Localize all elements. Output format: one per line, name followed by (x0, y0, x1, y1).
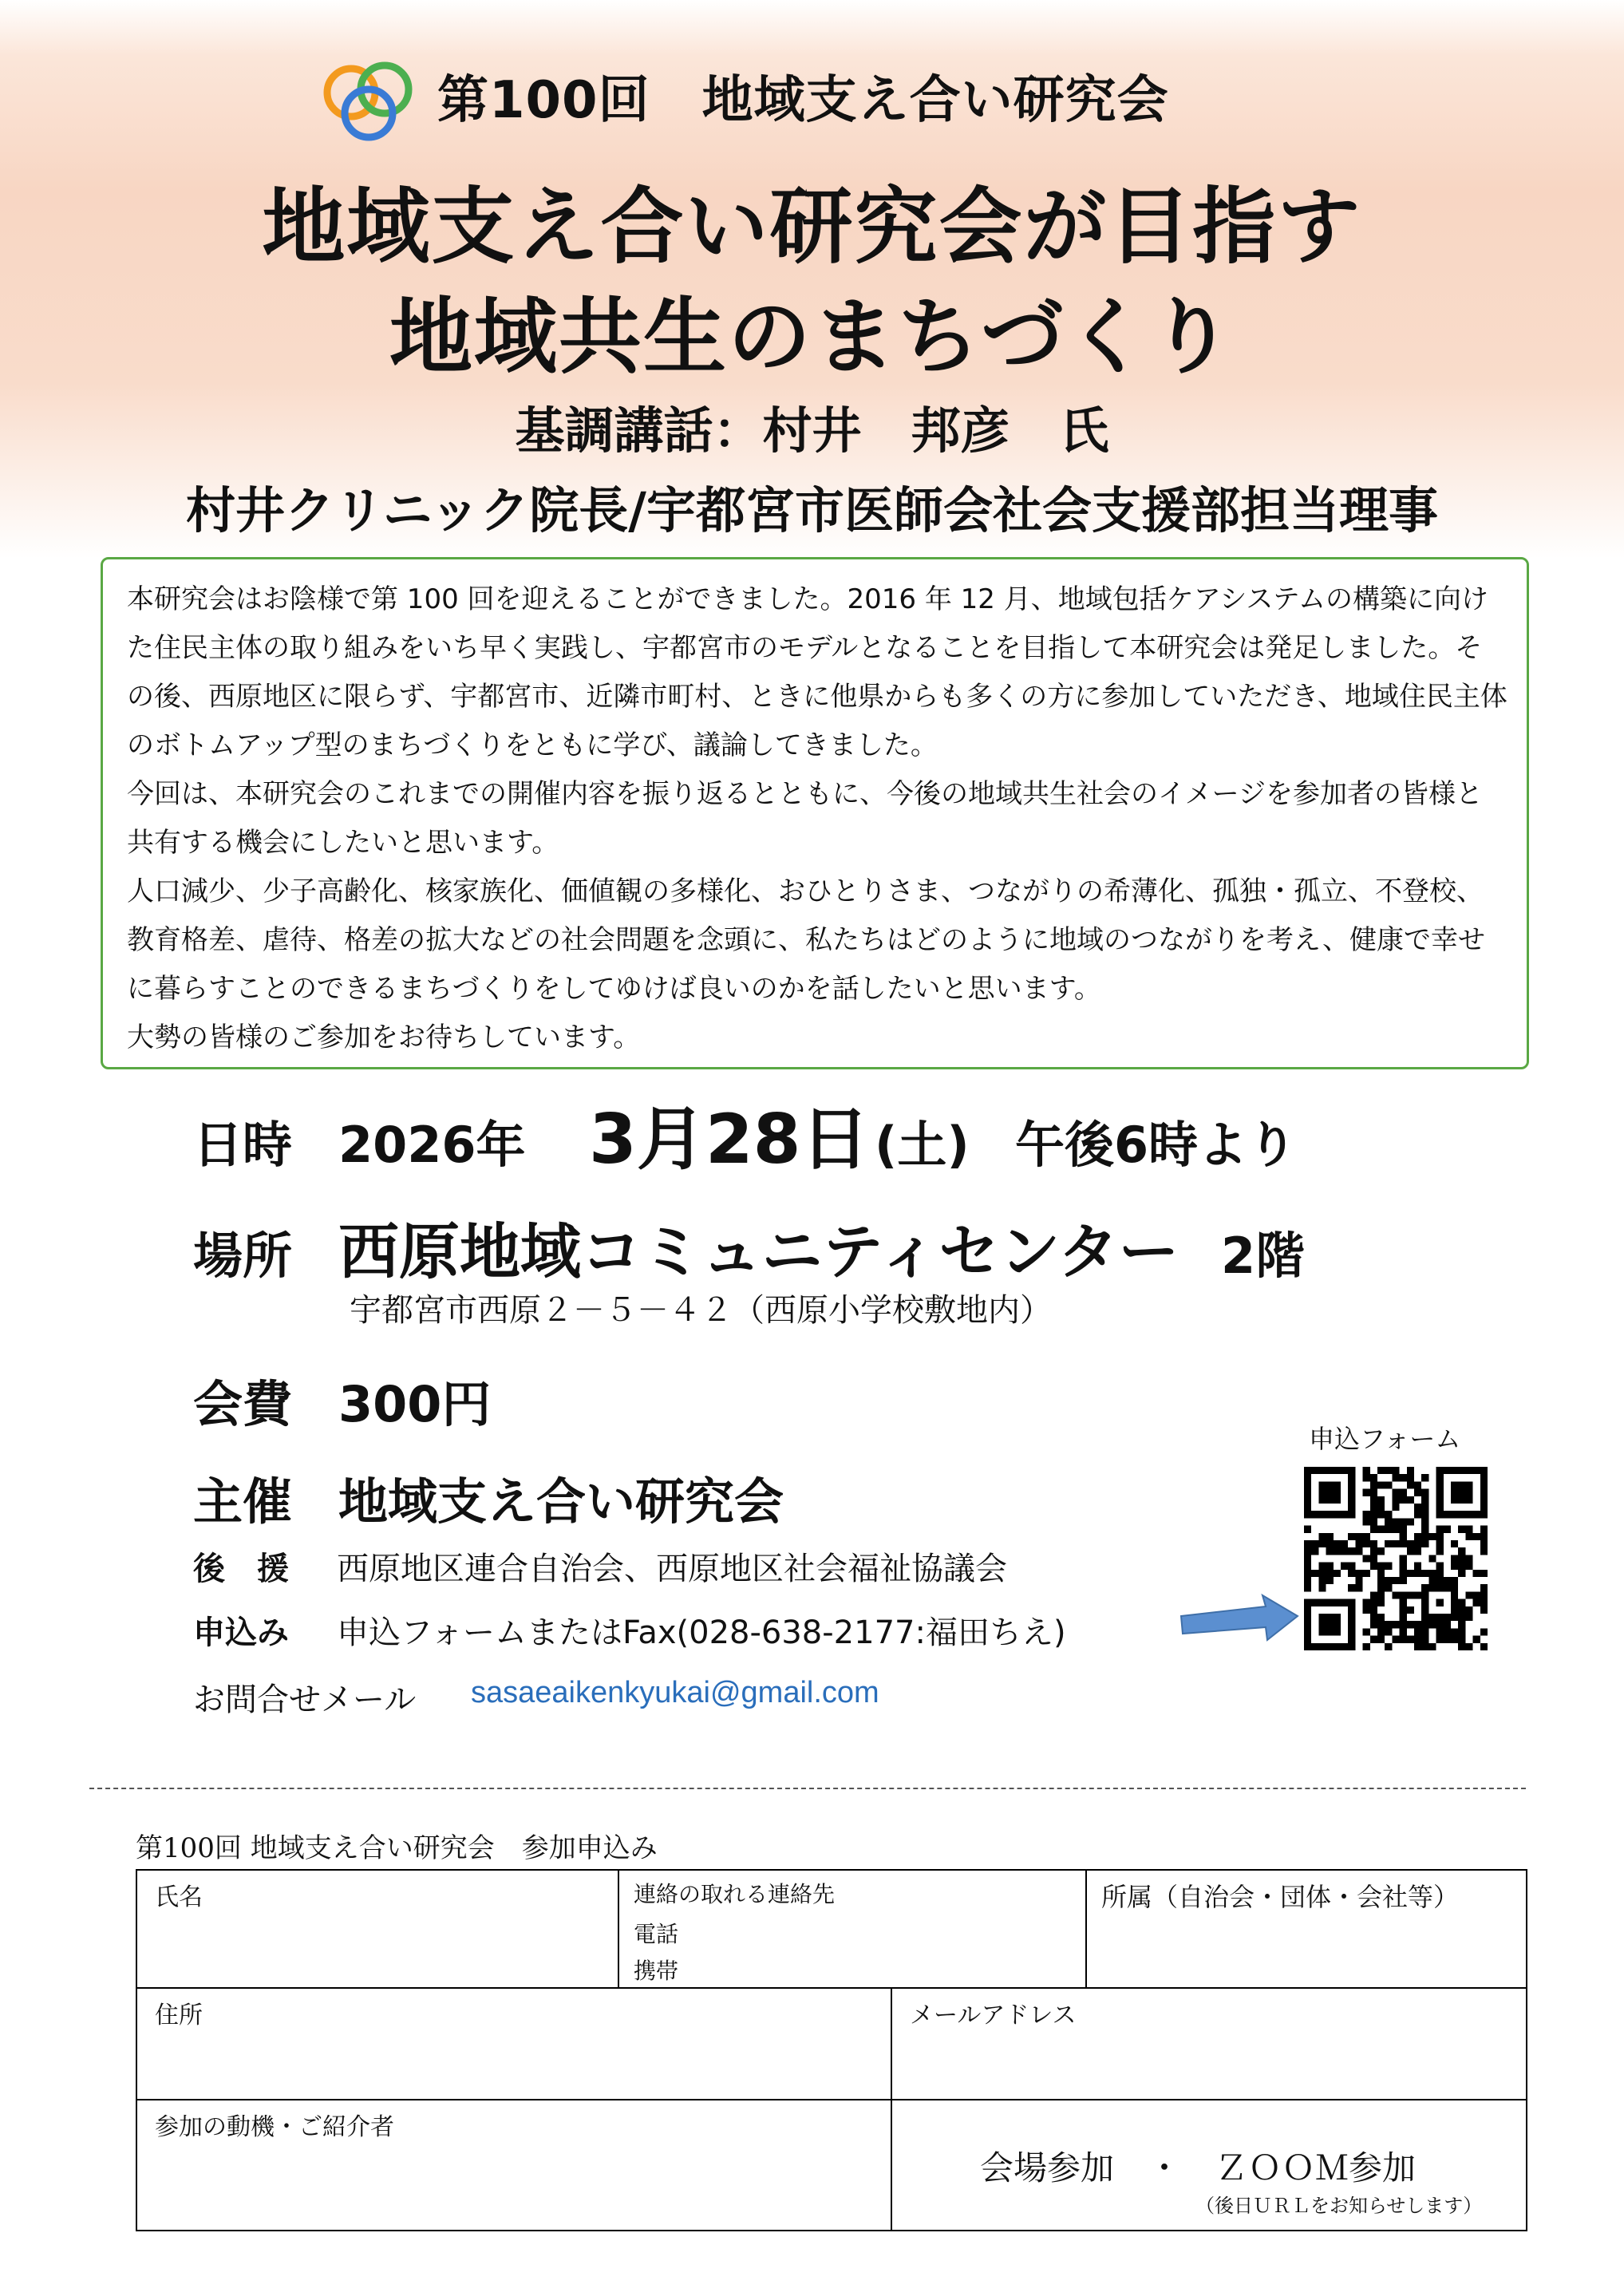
address-label: 住所 (155, 2002, 203, 2029)
motive-label: 参加の動機・ご紹介者 (155, 2113, 394, 2141)
email-label: メールアドレス (910, 2002, 1077, 2029)
date-year: 2026年 (338, 1116, 526, 1174)
attend-options[interactable]: 会場参加 ・ ＺＯＯＭ参加 (980, 2148, 1417, 2187)
intro-paragraph: 本研究会はお陰様で第 100 回を迎えることができました。2016 年 12 月、地域包括ケアシステムの構築に向けた住民主体の取り組みをいち早く実践し、宇都宮市のモデルとなることを目指して本研究会は発足しました。その後、西原地区に限らず、宇都宮市、近隣市町村、ときに他県からも多くの方に参加していただき、地域住民主体のボトムアップ型のまちづくりをともに学び、議論してきました。 (127, 583, 1507, 761)
arrow-right-icon (1179, 1592, 1299, 1648)
form-title: 第100回 地域支え合い研究会 参加申込み (136, 1832, 658, 1864)
intro-paragraph: 大勢の皆様のご参加をお待ちしています。 (127, 1022, 641, 1053)
application-form-table (136, 1869, 1527, 2231)
speaker-affiliation: 村井クリニック院長/宇都宮市医師会社会支援部担当理事 (186, 481, 1438, 539)
intro-paragraph: 人口減少、少子高齢化、核家族化、価値観の多様化、おひとりさま、つながりの希薄化、孤独・孤立、不登校、教育格差、虐待、格差の拡大などの社会問題を念頭に、私たちはどのように地域のつながりを考え、健康で幸せに暮らすことのできるまちづくりをしてゆけば良いのかを話したいと思います。 (127, 875, 1486, 1005)
support-label: 後 援 (193, 1551, 289, 1587)
keynote-speaker: 基調講話：村井 邦彦 氏 (515, 401, 1109, 460)
place-label: 場所 (193, 1227, 293, 1285)
address-field[interactable] (137, 1989, 892, 2100)
contact-label: お問合せメール (193, 1681, 417, 1718)
main-title-line1: 地域支え合い研究会が目指す (262, 178, 1362, 275)
contact-email-link[interactable]: sasaeaikenkyukai@gmail.com (471, 1676, 879, 1709)
fee-value: 300円 (338, 1375, 492, 1433)
attend-note: （後日ＵＲＬをお知らせします） (1195, 2195, 1483, 2217)
contact-field[interactable] (619, 1871, 1087, 1989)
affiliation-field[interactable] (1087, 1871, 1526, 1989)
series-title: 第100回 地域支え合い研究会 (437, 71, 1169, 130)
place-name: 西原地域コミュニティセンター (338, 1216, 1179, 1287)
main-title-line2: 地域共生のまちづくり (389, 288, 1235, 385)
intro-box (101, 557, 1529, 1069)
motive-field[interactable] (137, 2100, 892, 2230)
email-field[interactable] (892, 1989, 1526, 2100)
cut-line-divider (89, 1788, 1526, 1789)
intro-paragraph: 今回は、本研究会のこれまでの開催内容を振り返るとともに、今後の地域共生社会のイメージを参加者の皆様と共有する機会にしたいと思います。 (127, 778, 1483, 859)
apply-value: 申込フォームまたはFax(028-638-2177:福田ちえ) (337, 1614, 1066, 1651)
qr-code[interactable] (1304, 1467, 1488, 1650)
date-time: 午後6時より (1015, 1116, 1298, 1174)
date-label: 日時 (193, 1116, 293, 1174)
support-value: 西原地区連合自治会、西原地区社会福祉協議会 (337, 1551, 1007, 1587)
mobile-label: 携帯 (634, 1958, 679, 1984)
phone-label: 電話 (634, 1921, 679, 1947)
contact-info-label: 連絡の取れる連絡先 (634, 1881, 836, 1907)
logo-rings-icon (319, 54, 423, 142)
place-address: 宇都宮市西原２－５－４２（西原小学校敷地内） (350, 1292, 1052, 1329)
attend-type-field[interactable] (892, 2100, 1526, 2230)
date-weekday: (土) (875, 1116, 970, 1174)
place-floor: 2階 (1221, 1227, 1306, 1285)
fee-label: 会費 (193, 1375, 293, 1433)
date-month-day: 3月28日 (589, 1100, 870, 1180)
name-field[interactable] (137, 1871, 619, 1989)
name-label: 氏名 (155, 1883, 203, 1911)
qr-caption: 申込フォーム (1309, 1424, 1461, 1454)
affiliation-label: 所属（自治会・団体・会社等） (1101, 1882, 1460, 1912)
host-value: 地域支え合い研究会 (338, 1472, 784, 1531)
apply-label: 申込み (193, 1614, 289, 1651)
host-label: 主催 (193, 1472, 293, 1531)
